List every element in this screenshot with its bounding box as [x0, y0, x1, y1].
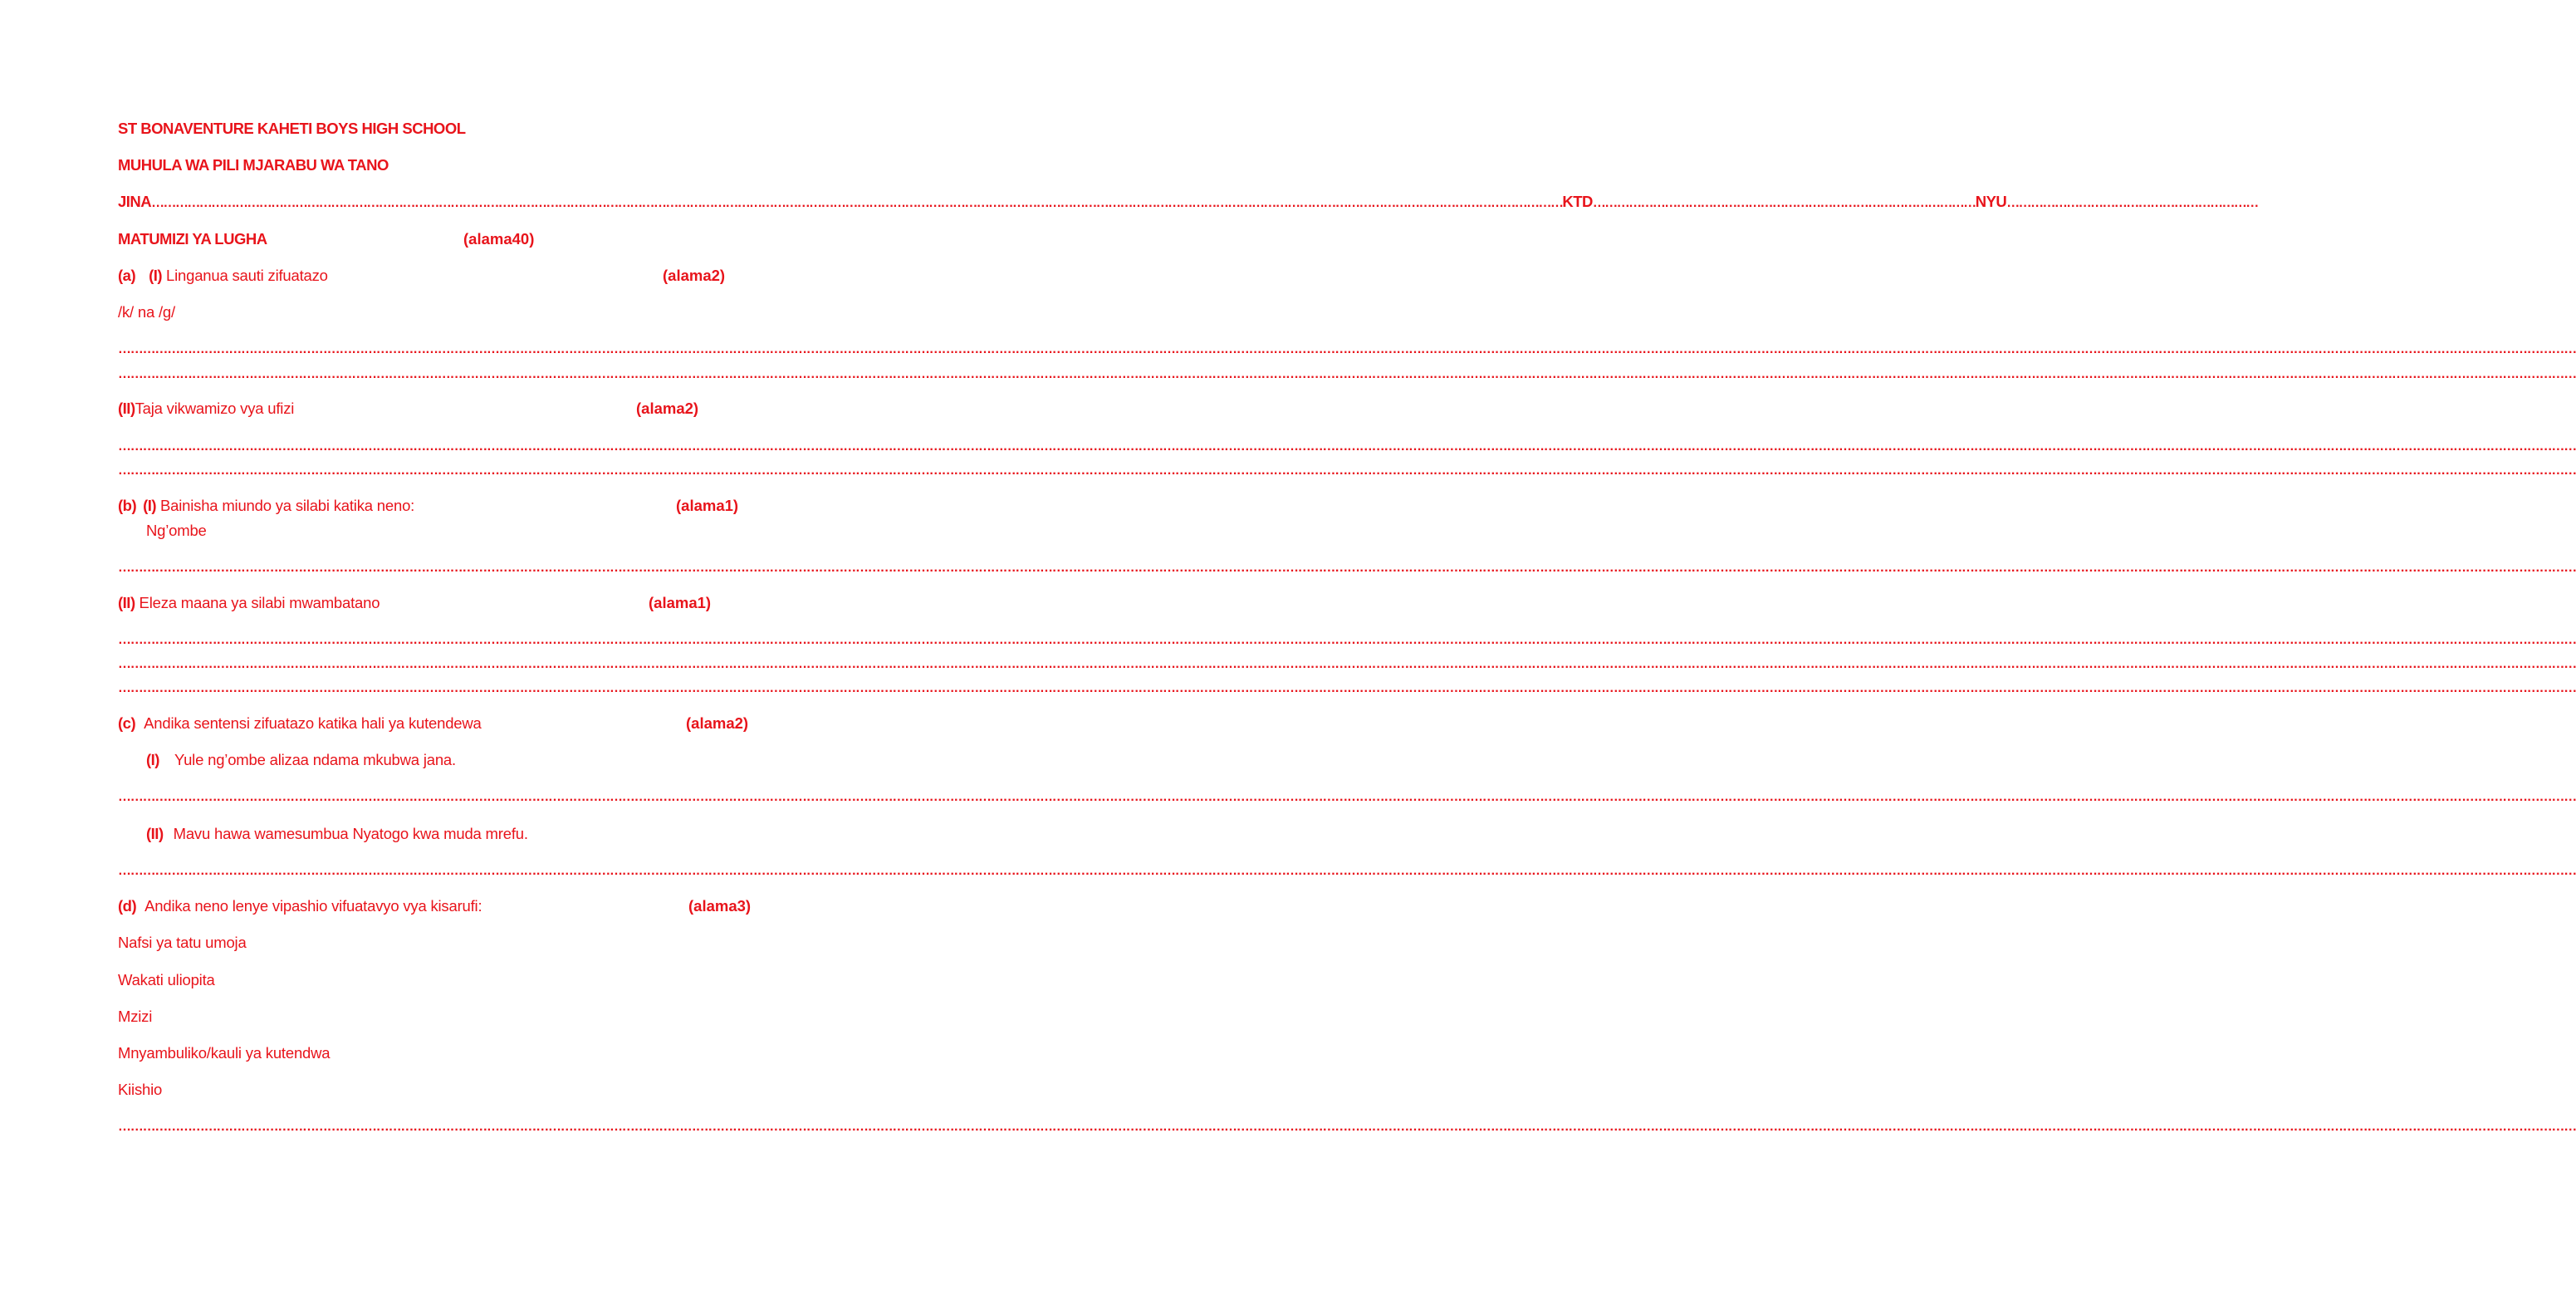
question-a-i-label: (I)	[149, 267, 163, 284]
question-c	[118, 714, 482, 733]
question-a-i-marks: (alama2)	[663, 267, 726, 284]
name-label: JINA	[118, 193, 152, 210]
question-d-item: Mzizi	[118, 1008, 153, 1025]
question-c-text: Andika sentensi zifuatazo katika hali ya kutendewa	[144, 714, 482, 732]
question-a-ii	[118, 399, 294, 419]
school-title: ST BONAVENTURE KAHETI BOYS HIGH SCHOOL	[118, 120, 466, 137]
question-b-i-label: (I)	[143, 497, 157, 514]
answer-line: ……………………………………………………………………………………………………………………………………………………………………………………………………………………………………………………………………………………………………………………………………………………………………………………………………………………………………………………………………………………………………………………………………………………	[118, 790, 2576, 804]
question-b-ii-text: Eleza maana ya silabi mwambatano	[135, 594, 380, 611]
question-d-item: Mnyambuliko/kauli ya kutendwa	[118, 1044, 331, 1062]
answer-line: ……………………………………………………………………………………………………………………………………………………………………………………………………………………………………………………………………………………………………………………………………………………………………………………………………………………………………………………………………………………………………………………………………………………	[118, 681, 2576, 695]
question-d	[118, 896, 482, 916]
answer-line: ……………………………………………………………………………………………………………………………………………………………………………………………………………………………………………………………………………………………………………………………………………………………………………………………………………………………………………………………………………………………………………………………………………………	[118, 464, 2576, 478]
question-b-label: (b)	[118, 497, 137, 514]
question-b-ii-label: (II)	[118, 594, 135, 611]
answer-line: ……………………………………………………………………………………………………………………………………………………………………………………………………………………………………………………………………………………………………………………………………………………………………………………………………………………………………………………………………………………………………………………………………………………	[118, 342, 2576, 356]
question-a-i-text: Linganua sauti zifuatazo	[162, 267, 328, 284]
nyu-label: NYU	[1975, 193, 2007, 210]
question-a-label: (a)	[118, 267, 136, 284]
question-b-ii-marks: (alama1)	[649, 594, 712, 611]
question-c-i-label: (I)	[146, 751, 159, 768]
question-c-i	[146, 750, 456, 770]
question-c-ii	[146, 824, 528, 844]
question-d-label: (d)	[118, 897, 137, 915]
question-c-ii-label: (II)	[146, 825, 164, 842]
question-b-i-marks: (alama1)	[676, 497, 739, 514]
answer-line: ……………………………………………………………………………………………………………………………………………………………………………………………………………………………………………………………………………………………………………………………………………………………………………………………………………………………………………………………………………………………………………………………………………………	[118, 561, 2576, 575]
question-a-i	[118, 266, 328, 286]
answer-line: ……………………………………………………………………………………………………………………………………………………………………………………………………………………………………………………………………………………………………………………………………………………………………………………………………………………………………………………………………………………………………………………………………………………	[118, 657, 2576, 671]
question-d-marks: (alama3)	[688, 897, 752, 915]
answer-line: ……………………………………………………………………………………………………………………………………………………………………………………………………………………………………………………………………………………………………………………………………………………………………………………………………………………………………………………………………………………………………………………………………………………	[118, 439, 2576, 454]
answer-line: ……………………………………………………………………………………………………………………………………………………………………………………………………………………………………………………………………………………………………………………………………………………………………………………………………………………………………………………………………………………………………………………………………………………	[118, 1120, 2576, 1134]
question-b-i-text: Bainisha miundo ya silabi katika neno:	[156, 497, 415, 514]
question-c-label: (c)	[118, 714, 136, 732]
question-d-item: Wakati uliopita	[118, 971, 215, 988]
question-b-i	[118, 496, 414, 516]
question-a-ii-text: Taja vikwamizo vya ufizi	[135, 400, 295, 417]
student-info-line: JINA…………………………………………………………………………………………………………………………………………………………………………………………………………………………………………………………………………………………………………………………KTD……………………………………………………………………………………NYU………………………………………………………	[118, 193, 2258, 210]
question-d-item: Kiishio	[118, 1081, 163, 1098]
answer-line: ……………………………………………………………………………………………………………………………………………………………………………………………………………………………………………………………………………………………………………………………………………………………………………………………………………………………………………………………………………………………………………………………………………………	[118, 633, 2576, 647]
answer-line: ……………………………………………………………………………………………………………………………………………………………………………………………………………………………………………………………………………………………………………………………………………………………………………………………………………………………………………………………………………………………………………………………………………………	[118, 864, 2576, 878]
question-b-ii	[118, 593, 380, 613]
question-c-marks: (alama2)	[686, 714, 749, 732]
answer-line: ……………………………………………………………………………………………………………………………………………………………………………………………………………………………………………………………………………………………………………………………………………………………………………………………………………………………………………………………………………………………………………………………………………………	[118, 367, 2576, 381]
question-c-i-text: Yule ng’ombe alizaa ndama mkubwa jana.	[174, 751, 456, 768]
exam-title: MUHULA WA PILI MJARABU WA TANO	[118, 156, 389, 174]
question-c-ii-text: Mavu hawa wamesumbua Nyatogo kwa muda mrefu.	[173, 825, 528, 842]
question-d-item: Nafsi ya tatu umoja	[118, 934, 247, 951]
question-a-sounds: /k/ na /g/	[118, 303, 175, 321]
question-a-ii-marks: (alama2)	[636, 400, 699, 417]
question-a-ii-label: (II)	[118, 400, 135, 417]
total-marks: (alama40)	[463, 230, 535, 248]
subject-title: MATUMIZI YA LUGHA	[118, 230, 267, 248]
ktd-label: KTD	[1562, 193, 1593, 210]
question-b-word: Ng’ombe	[146, 522, 207, 539]
question-d-text: Andika neno lenye vipashio vifuatavyo vya kisarufi:	[144, 897, 482, 915]
